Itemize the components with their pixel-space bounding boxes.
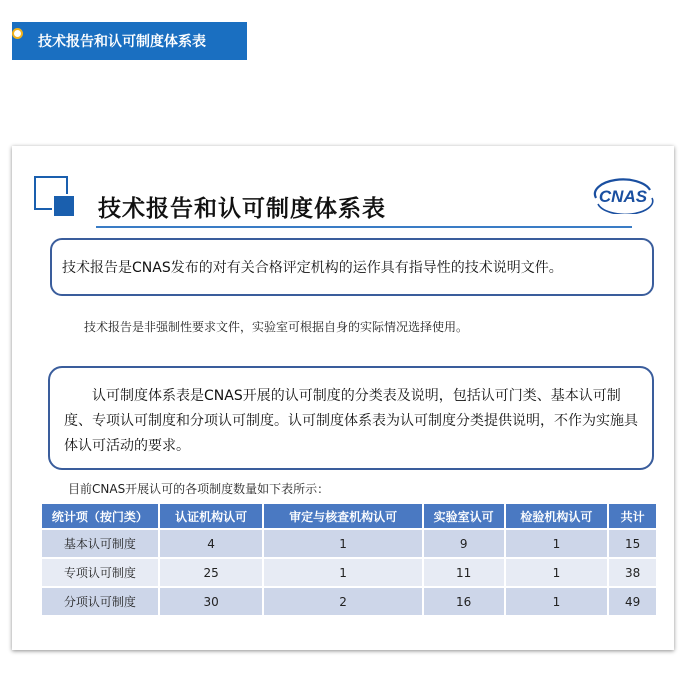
table-cell: 15	[608, 529, 657, 558]
table-cell: 49	[608, 587, 657, 616]
table-cell: 基本认可制度	[41, 529, 159, 558]
section-header-title: 技术报告和认可制度体系表	[38, 34, 206, 50]
table-cell: 25	[159, 558, 264, 587]
slide-card	[12, 146, 674, 650]
table-cell: 专项认可制度	[41, 558, 159, 587]
table-cell: 1	[263, 558, 422, 587]
column-header: 检验机构认可	[505, 503, 609, 529]
table-row	[41, 558, 657, 587]
cnas-logo-text: CNAS	[598, 187, 648, 206]
definition-text: 技术报告是CNAS发布的对有关合格评定机构的运作具有指导性的技术说明文件。	[62, 260, 563, 276]
definition-box-technical-report	[50, 238, 654, 296]
table-cell: 1	[263, 529, 422, 558]
table-cell: 2	[263, 587, 422, 616]
note-text: 技术报告是非强制性要求文件，实验室可根据自身的实际情况选择使用。	[84, 320, 469, 334]
table-cell: 4	[159, 529, 264, 558]
table-row	[41, 587, 657, 616]
column-header: 共计	[608, 503, 657, 529]
table-cell: 16	[423, 587, 505, 616]
table-cell: 38	[608, 558, 657, 587]
table-cell: 1	[505, 529, 609, 558]
table-cell: 1	[505, 558, 609, 587]
table-row	[41, 529, 657, 558]
table-cell: 分项认可制度	[41, 587, 159, 616]
table-caption: 目前CNAS开展认可的各项制度数量如下表所示：	[68, 482, 330, 496]
table-cell: 1	[505, 587, 609, 616]
slide-title: 技术报告和认可制度体系表	[98, 196, 386, 222]
column-header: 统计项（按门类）	[41, 503, 159, 529]
title-divider	[96, 226, 632, 228]
cnas-logo	[588, 176, 658, 214]
table-cell: 9	[423, 529, 505, 558]
table-cell: 11	[423, 558, 505, 587]
bullet-dot-icon	[12, 28, 23, 39]
table-cell: 30	[159, 587, 264, 616]
column-header: 实验室认可	[423, 503, 505, 529]
definition-text-2: 认可制度体系表是CNAS开展的认可制度的分类表及说明，包括认可门类、基本认可制度、专项认可制度和分项认可制度。认可制度体系表为认可制度分类提供说明，不作为实施具体认可活动的要求。	[64, 388, 638, 454]
column-header: 审定与核查机构认可	[263, 503, 422, 529]
definition-box-accreditation-system	[48, 366, 654, 470]
table-header-row	[41, 503, 657, 529]
section-header-tab	[12, 22, 247, 60]
accreditation-count-table	[40, 502, 658, 617]
column-header: 认证机构认可	[159, 503, 264, 529]
square-filled-icon	[52, 194, 76, 218]
